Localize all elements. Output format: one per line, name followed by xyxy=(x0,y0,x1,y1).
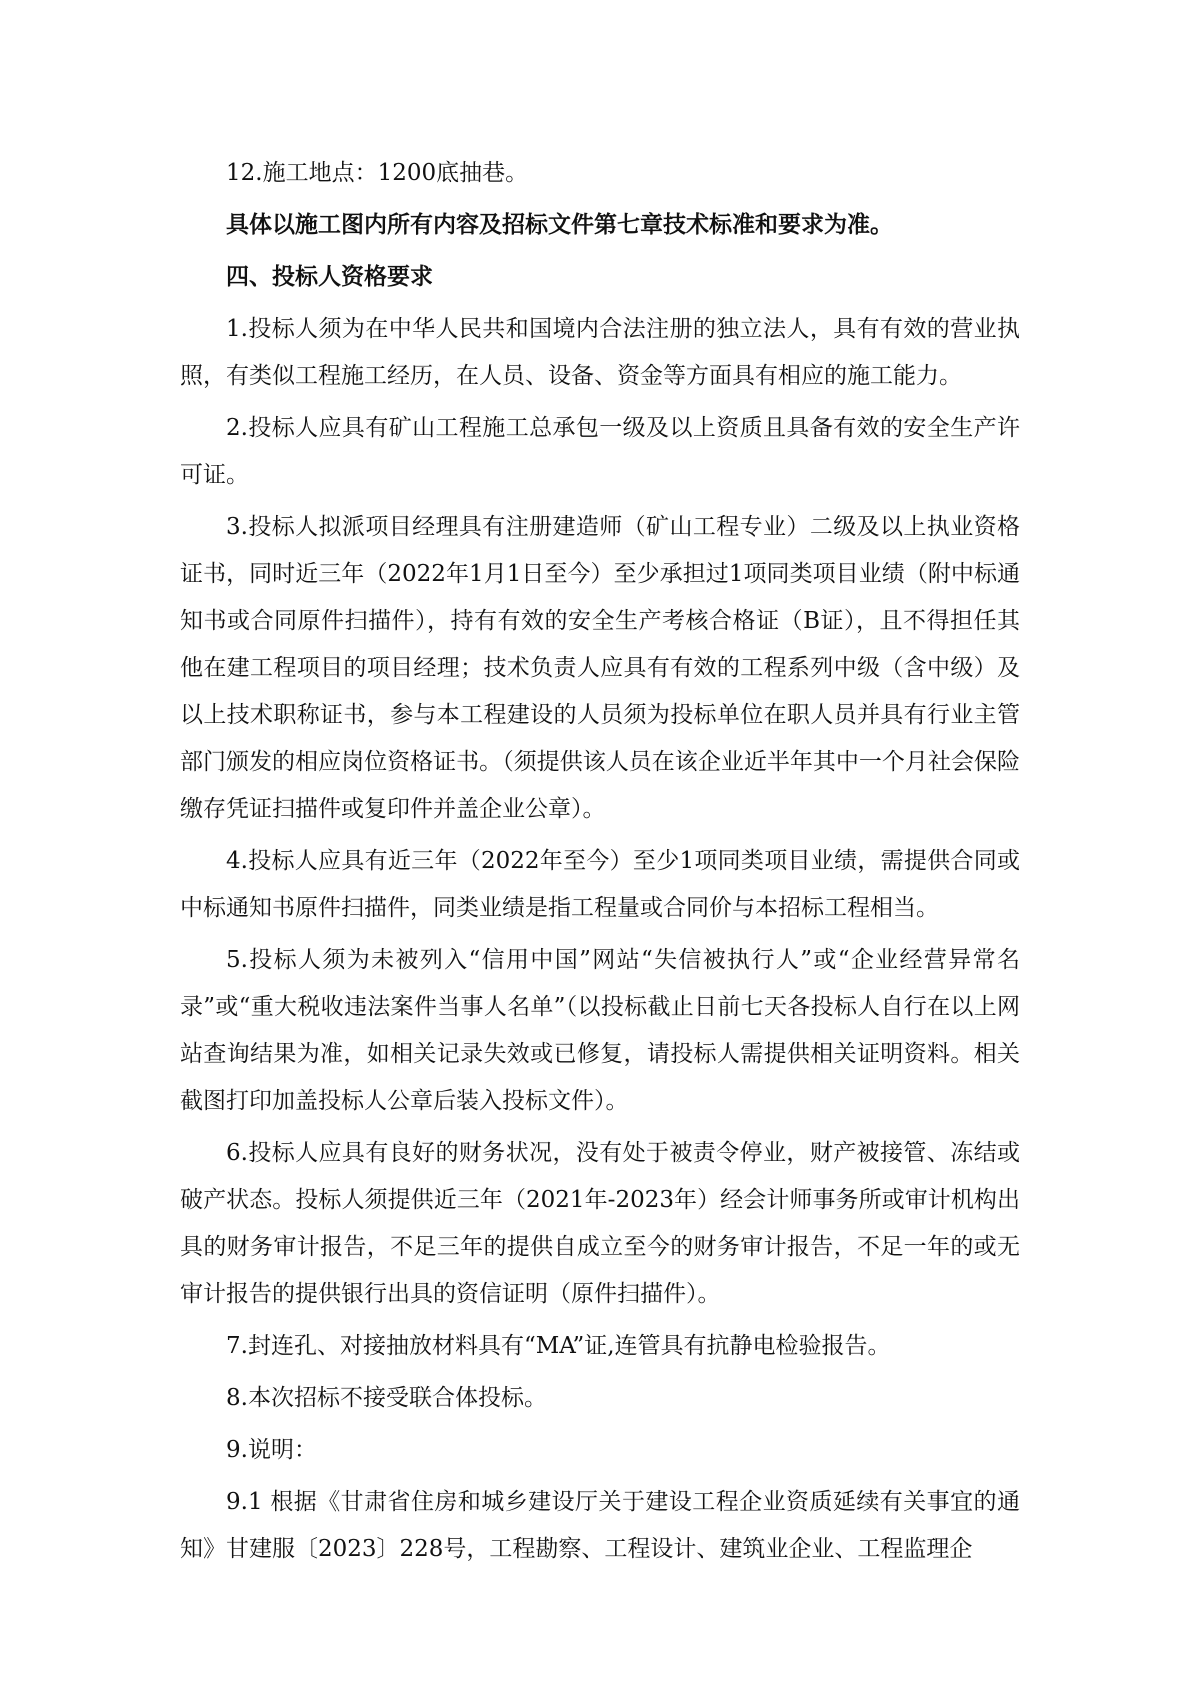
paragraph-item-3: 3.投标人拟派项目经理具有注册建造师（矿山工程专业）二级及以上执业资格证书，同时近三年（2022年1月1日至今）至少承担过1项同类项目业绩（附中标通知书或合同原件扫描件），持有有效的安全生产考核合格证（B证），且不得担任其他在建工程项目的项目经理；技术负责人应具有有效的工程系列中级（含中级）及以上技术职称证书，参与本工程建设的人员须为投标单位在职人员并具有行业主管部门颁发的相应岗位资格证书。（须提供该人员在该企业近半年其中一个月社会保险缴存凭证扫描件或复印件并盖企业公章）。 xyxy=(180,514,1020,822)
paragraph-item-5: 5.投标人须为未被列入“信用中国”网站“失信被执行人”或“企业经营异常名录”或“重大税收违法案件当事人名单”（以投标截止日前七天各投标人自行在以上网站查询结果为准，如相关记录失效或已修复，请投标人需提供相关证明资料。相关截图打印加盖投标人公章后装入投标文件）。 xyxy=(180,947,1020,1114)
paragraph-item-8: 8.本次招标不接受联合体投标。 xyxy=(226,1385,547,1411)
paragraph-item-9: 9.说明： xyxy=(226,1437,317,1463)
paragraph-item-7: 7.封连孔、对接抽放材料具有“MA”证,连管具有抗静电检验报告。 xyxy=(226,1333,891,1359)
document-body xyxy=(180,150,1020,1578)
paragraph-item-2: 2.投标人应具有矿山工程施工总承包一级及以上资质且具备有效的安全生产许可证。 xyxy=(180,415,1020,488)
paragraph-bold-note: 具体以施工图内所有内容及招标文件第七章技术标准和要求为准。 xyxy=(226,212,893,238)
paragraph-construction-site: 12.施工地点：1200底抽巷。 xyxy=(226,160,529,186)
paragraph-item-1: 1.投标人须为在中华人民共和国境内合法注册的独立法人，具有有效的营业执照，有类似工程施工经历，在人员、设备、资金等方面具有相应的施工能力。 xyxy=(180,316,1020,389)
paragraph-item-4: 4.投标人应具有近三年（2022年至今）至少1项同类项目业绩，需提供合同或中标通知书原件扫描件，同类业绩是指工程量或合同价与本招标工程相当。 xyxy=(180,848,1020,921)
section-heading-qualification: 四、投标人资格要求 xyxy=(226,264,433,290)
paragraph-item-6: 6.投标人应具有良好的财务状况，没有处于被责令停业，财产被接管、冻结或破产状态。投标人须提供近三年（2021年-2023年）经会计师事务所或审计机构出具的财务审计报告，不足三年的提供自成立至今的财务审计报告，不足一年的或无审计报告的提供银行出具的资信证明（原件扫描件）。 xyxy=(180,1140,1020,1307)
paragraph-item-9-1: 9.1 根据《甘肃省住房和城乡建设厅关于建设工程企业资质延续有关事宜的通知》甘建服〔2023〕228号，工程勘察、工程设计、建筑业企业、工程监理企 xyxy=(180,1489,1020,1562)
